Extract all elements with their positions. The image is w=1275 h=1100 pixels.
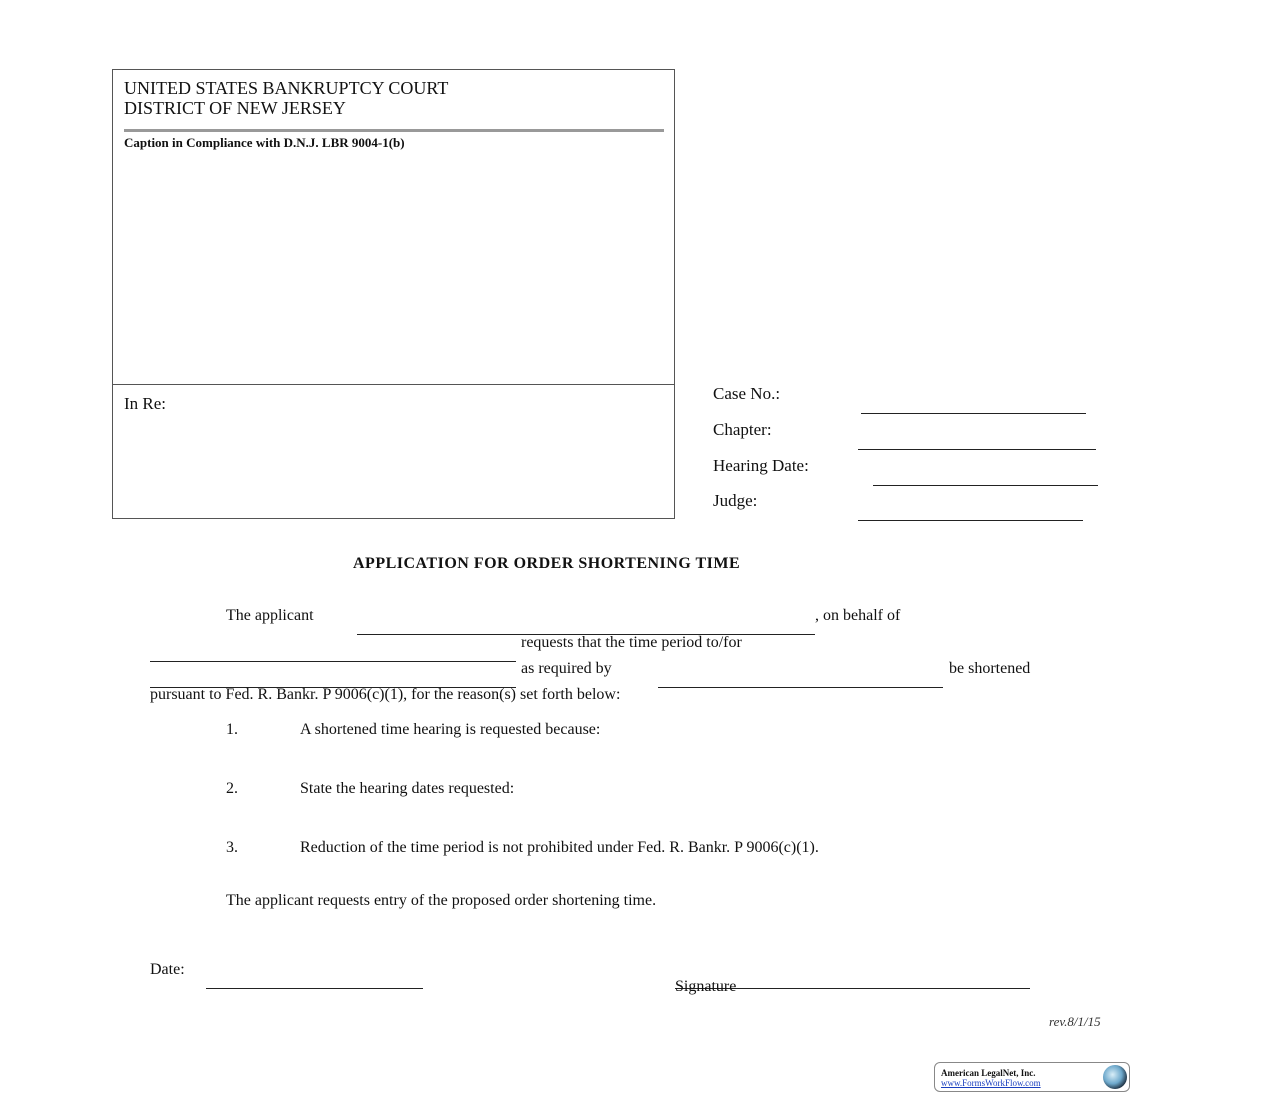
compliance-note: Caption in Compliance with D.N.J. LBR 9004-1(b) — [124, 135, 405, 150]
chapter-label: Chapter: — [713, 420, 772, 439]
chapter-field[interactable] — [858, 437, 1096, 455]
requests-text: requests that the time period to/for — [521, 634, 742, 651]
on-behalf-of-field[interactable] — [150, 649, 516, 667]
item-1-number: 1. — [226, 721, 238, 738]
hearing-date-field[interactable] — [873, 473, 1098, 491]
date-field[interactable] — [206, 976, 423, 994]
revision-date: rev.8/1/15 — [1049, 1014, 1101, 1029]
court-name — [124, 78, 448, 118]
in-re-label: In Re: — [124, 394, 167, 413]
on-behalf-text: , on behalf of — [815, 607, 901, 624]
item-2-number: 2. — [226, 780, 238, 797]
closing-statement: The applicant requests entry of the proposed order shortening time. — [226, 892, 657, 909]
court-name-line2: DISTRICT OF NEW JERSEY — [124, 98, 346, 118]
caption-rule — [124, 129, 664, 132]
judge-label: Judge: — [713, 491, 758, 510]
caption-box — [112, 69, 675, 519]
pursuant-text: pursuant to Fed. R. Bankr. P 9006(c)(1), for the reason(s) set forth below: — [150, 686, 621, 703]
case-no-label: Case No.: — [713, 384, 781, 403]
item-3-number: 3. — [226, 839, 238, 856]
be-shortened-text: be shortened — [949, 660, 1031, 677]
item-3-text: Reduction of the time period is not prohibited under Fed. R. Bankr. P 9006(c)(1). — [300, 839, 819, 856]
item-2-text: State the hearing dates requested: — [300, 780, 515, 797]
judge-field[interactable] — [858, 508, 1083, 526]
applicant-label: The applicant — [226, 607, 314, 624]
american-legalnet-logo[interactable] — [934, 1062, 1130, 1092]
signature-label: Signature — [675, 978, 737, 995]
required-by-text: as required by — [521, 660, 612, 677]
required-by-field[interactable] — [658, 675, 943, 693]
logo-company-name: American LegalNet, Inc. — [941, 1068, 1036, 1078]
hearing-date-label: Hearing Date: — [713, 456, 809, 475]
globe-icon — [1103, 1065, 1127, 1089]
case-no-field[interactable] — [861, 401, 1086, 419]
logo-url-link[interactable]: www.FormsWorkFlow.com — [941, 1078, 1041, 1088]
date-label: Date: — [150, 961, 185, 978]
item-1-text: A shortened time hearing is requested because: — [300, 721, 601, 738]
court-name-line1: UNITED STATES BANKRUPTCY COURT — [124, 78, 449, 98]
caption-divider — [113, 384, 674, 385]
document-title: APPLICATION FOR ORDER SHORTENING TIME — [353, 555, 741, 572]
